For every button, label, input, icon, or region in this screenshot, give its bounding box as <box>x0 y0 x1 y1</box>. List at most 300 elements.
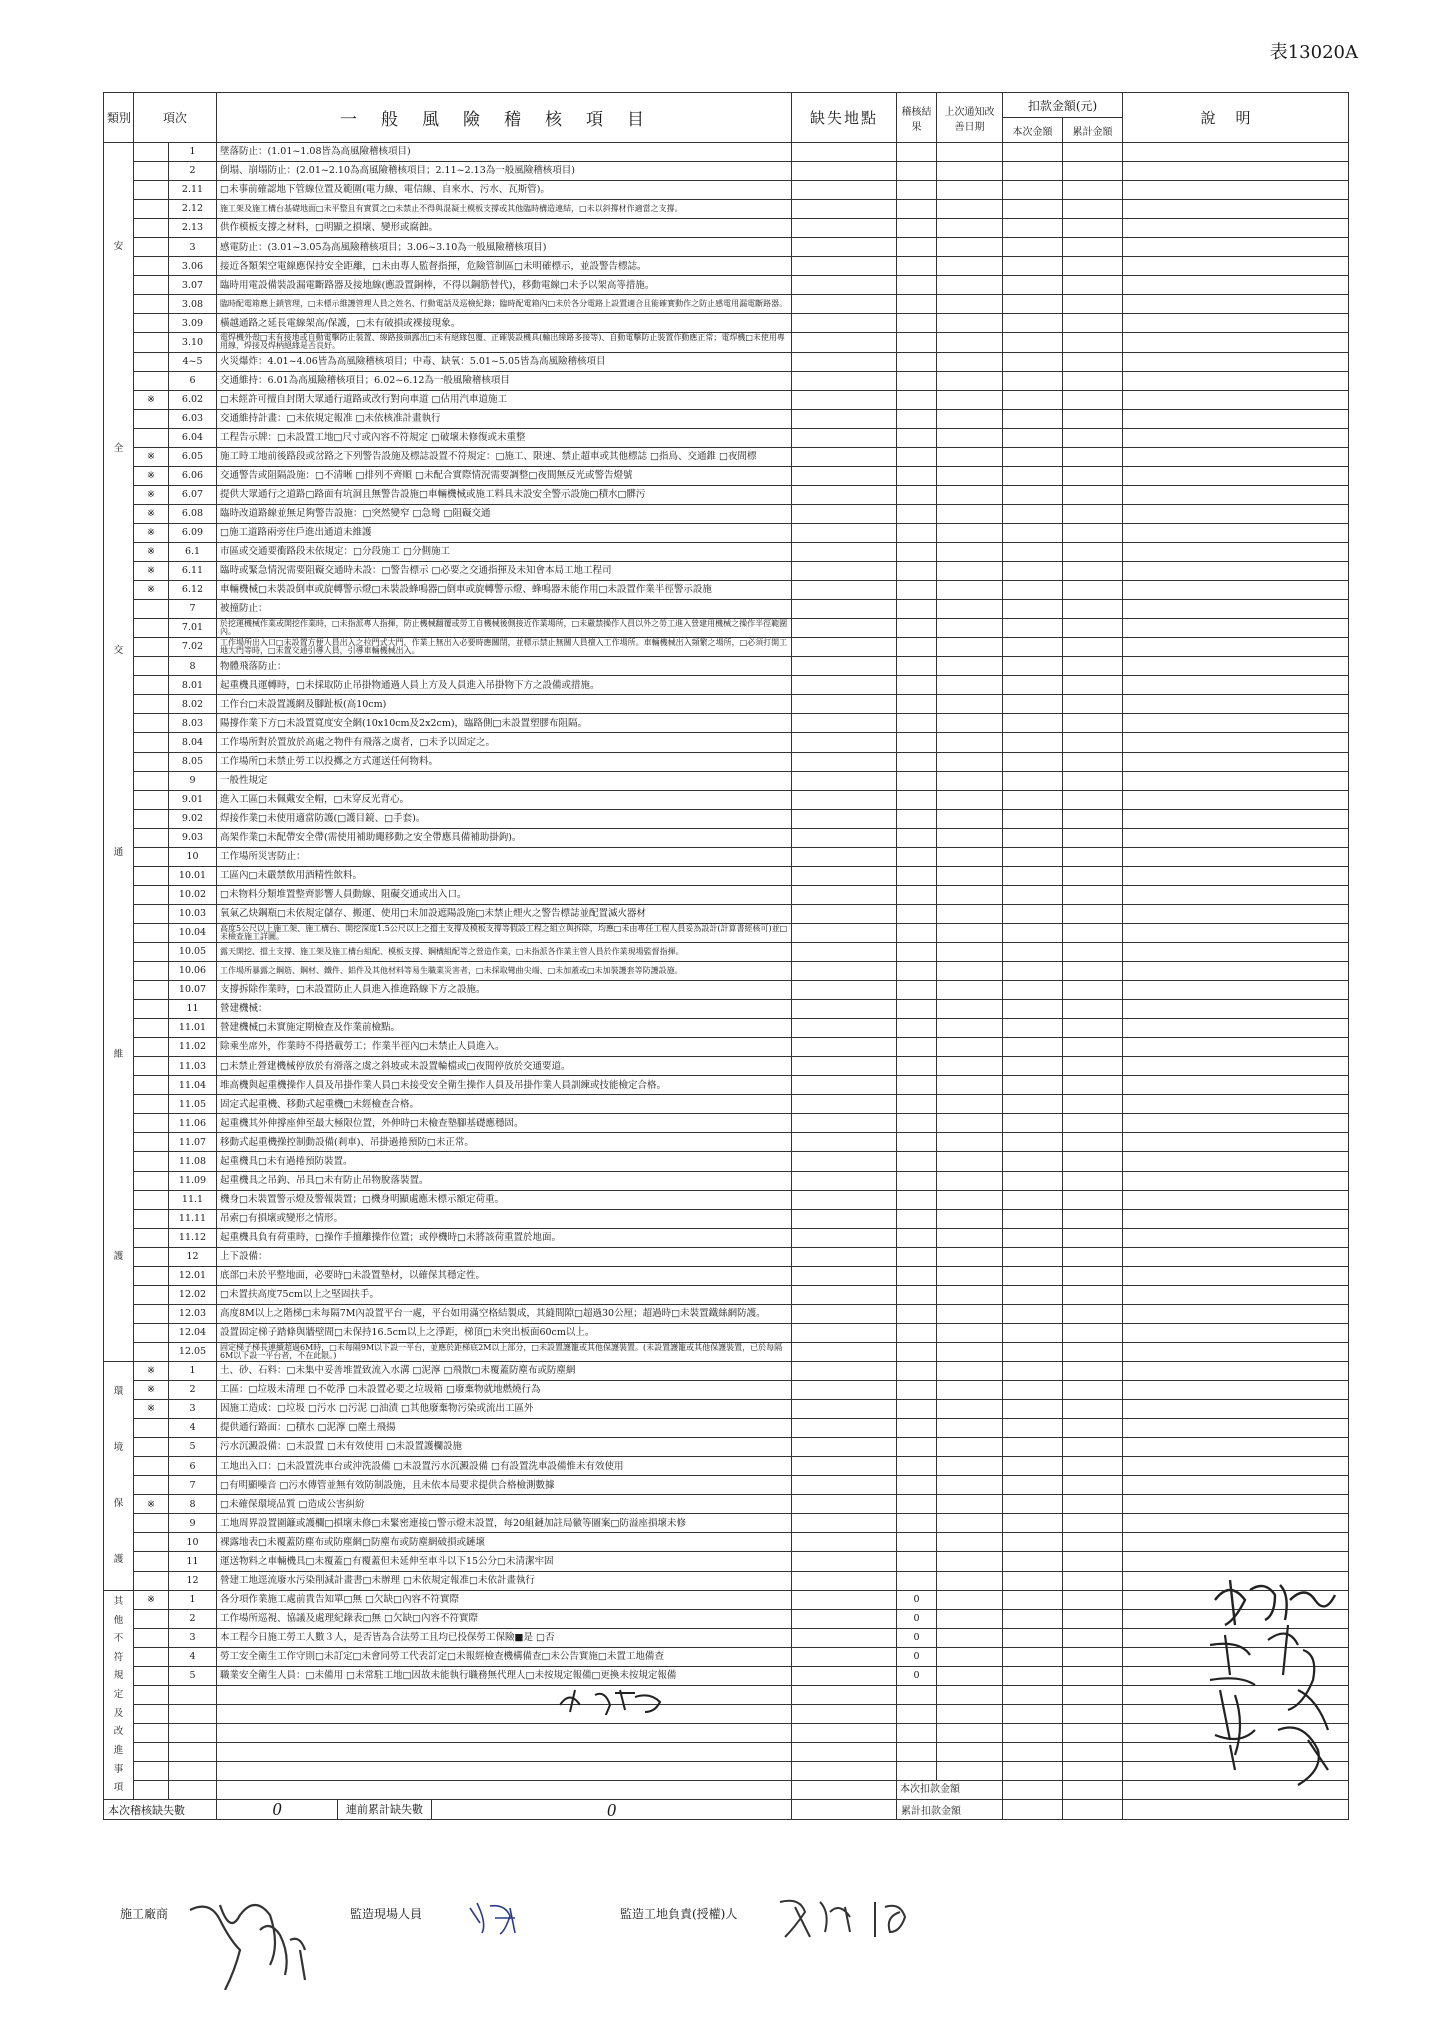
cum-amount-cell <box>1063 1381 1123 1400</box>
item-no-cell: 12.03 <box>169 1304 217 1323</box>
item-text-cell: 電焊機外殼□未有接地或自動電擊防止裝置、線路接頭露出□未有絕緣包覆、正確裝設機具(輸出線路多接等)、自動電擊防止裝置作動應正常；電焊機□未使用專用線，焊接及焊柄絕緣是否良好。 <box>217 333 792 352</box>
this-amount-cell <box>1003 295 1063 314</box>
last-notice-cell <box>937 562 1003 581</box>
cum-amount-cell <box>1063 923 1123 942</box>
last-notice-cell <box>937 1362 1003 1381</box>
result-cell <box>897 1362 937 1381</box>
table-row <box>104 828 1349 847</box>
mark-cell <box>134 257 169 276</box>
cum-amount-cell <box>1063 1342 1123 1361</box>
table-row <box>104 352 1349 371</box>
table-row <box>104 1704 1349 1723</box>
result-cell <box>897 885 937 904</box>
mark-cell <box>134 1781 169 1800</box>
cum-amount-cell <box>1063 1171 1123 1190</box>
last-notice-cell <box>937 1438 1003 1457</box>
remark-cell <box>1123 828 1349 847</box>
remark-cell <box>1123 1057 1349 1076</box>
this-amount-cell <box>1003 885 1063 904</box>
remark-cell <box>1123 409 1349 428</box>
header-item-no: 項次 <box>134 93 217 143</box>
item-text-cell: 運送物料之車輛機具□未覆蓋□有覆蓋但未延伸至車斗以下15公分□未清潔牢固 <box>217 1552 792 1571</box>
result-cell <box>897 314 937 333</box>
table-row <box>104 1057 1349 1076</box>
cum-amount-cell <box>1063 1552 1123 1571</box>
location-cell <box>792 1685 897 1704</box>
remark-cell <box>1123 1247 1349 1266</box>
item-no-cell: 8 <box>169 1495 217 1514</box>
mark-cell <box>134 371 169 390</box>
this-amount-cell <box>1003 162 1063 181</box>
item-text-cell: 工地出入口：□未設置洗車台或沖洗設備 □未設置污水沉澱設備 □有設置洗車設備惟未有效使用 <box>217 1457 792 1476</box>
mark-cell: ※ <box>134 466 169 485</box>
item-text-cell: 堆高機與起重機操作人員及吊掛作業人員□未接受安全衛生操作人員及吊掛作業人員訓練或技能檢定合格。 <box>217 1076 792 1095</box>
remark-cell <box>1123 657 1349 676</box>
location-cell <box>792 714 897 733</box>
location-cell <box>792 828 897 847</box>
result-cell <box>897 390 937 409</box>
table-row <box>104 1247 1349 1266</box>
item-text-cell: 營建機械： <box>217 1000 792 1019</box>
this-amount-cell <box>1003 1095 1063 1114</box>
this-amount-cell <box>1003 1114 1063 1133</box>
this-amount-cell <box>1003 1685 1063 1704</box>
item-no-cell: 10.03 <box>169 904 217 923</box>
category-char: 環 <box>113 1386 124 1398</box>
result-cell <box>897 447 937 466</box>
location-cell <box>792 847 897 866</box>
result-cell <box>897 1285 937 1304</box>
category-label <box>107 1592 130 1797</box>
location-cell <box>792 809 897 828</box>
item-no-cell: 10.07 <box>169 981 217 1000</box>
table-row <box>104 1495 1349 1514</box>
item-text-cell: 營建機械□未實施定期檢查及作業前檢點。 <box>217 1019 792 1038</box>
location-cell <box>792 1000 897 1019</box>
last-notice-cell <box>937 904 1003 923</box>
item-text-cell <box>217 1781 792 1800</box>
footer-cum-label: 連前累計缺失數 <box>337 1800 431 1819</box>
table-row <box>104 790 1349 809</box>
category-char: 境 <box>113 1442 124 1454</box>
location-cell <box>792 562 897 581</box>
this-amount-cell <box>1003 904 1063 923</box>
item-no-cell: 12.02 <box>169 1285 217 1304</box>
last-notice-cell <box>937 619 1003 638</box>
result-cell <box>897 1571 937 1590</box>
this-amount-cell <box>1003 409 1063 428</box>
last-notice-cell <box>937 1419 1003 1438</box>
item-text-cell: 氧氣乙炔鋼瓶□未依規定儲存、搬運、使用□未加設遮陽設施□未禁止煙火之警告標誌並配置滅火器材 <box>217 904 792 923</box>
result-cell <box>897 562 937 581</box>
item-no-cell: 12.01 <box>169 1266 217 1285</box>
mark-cell <box>134 1019 169 1038</box>
item-no-cell: 11.05 <box>169 1095 217 1114</box>
cum-amount-cell <box>1063 1076 1123 1095</box>
this-amount-cell <box>1003 1590 1063 1609</box>
mark-cell <box>134 962 169 981</box>
item-no-cell: 10.06 <box>169 962 217 981</box>
last-notice-cell <box>937 504 1003 523</box>
category-char: 事 <box>113 1763 124 1775</box>
cum-amount-cell <box>1063 504 1123 523</box>
this-amount-cell <box>1003 1304 1063 1323</box>
table-row <box>104 771 1349 790</box>
location-cell <box>792 295 897 314</box>
table-row <box>104 981 1349 1000</box>
this-deduction-label: 本次扣款金額 <box>897 1781 1003 1800</box>
result-cell <box>897 1228 937 1247</box>
location-cell <box>792 1514 897 1533</box>
cum-amount-cell <box>1063 542 1123 561</box>
mark-cell <box>134 181 169 200</box>
cum-amount-cell <box>1063 695 1123 714</box>
location-cell <box>792 1609 897 1628</box>
item-text-cell: 工作場所出入口□未設置方便人員出入之拉門式大門，作業上無出入必要時應關閉，並標示禁止無關人員擅入工作場所。車輛機械出入頻繁之場所，□必須打開工地大門等時，□未置交通引導人員，引導車輛機械出入。 <box>217 638 792 657</box>
table-row <box>104 1019 1349 1038</box>
result-cell <box>897 600 937 619</box>
this-amount-cell <box>1003 809 1063 828</box>
location-cell <box>792 1152 897 1171</box>
cum-amount-cell <box>1063 1133 1123 1152</box>
item-no-cell: 6 <box>169 371 217 390</box>
result-cell <box>897 1438 937 1457</box>
this-amount-cell <box>1003 1209 1063 1228</box>
location-cell <box>792 1666 897 1685</box>
item-no-cell: 9 <box>169 1514 217 1533</box>
this-amount-cell <box>1003 1019 1063 1038</box>
result-cell <box>897 295 937 314</box>
location-cell <box>792 1781 897 1800</box>
item-text-cell: 焊接作業□未使用適當防護(□護目鏡、□手套)。 <box>217 809 792 828</box>
cum-amount-cell <box>1063 314 1123 333</box>
remark-cell <box>1123 1476 1349 1495</box>
item-no-cell: 2 <box>169 162 217 181</box>
last-notice-cell <box>937 923 1003 942</box>
location-cell <box>792 1704 897 1723</box>
location-cell <box>792 352 897 371</box>
remark-cell <box>1123 733 1349 752</box>
mark-cell <box>134 809 169 828</box>
result-cell <box>897 695 937 714</box>
table-row <box>104 1304 1349 1323</box>
mark-cell <box>134 904 169 923</box>
location-cell <box>792 1419 897 1438</box>
cum-amount-cell <box>1063 828 1123 847</box>
this-amount-cell <box>1003 1190 1063 1209</box>
result-cell <box>897 619 937 638</box>
cum-amount-cell <box>1063 809 1123 828</box>
result-cell <box>897 1095 937 1114</box>
remark-cell <box>1123 981 1349 1000</box>
table-row <box>104 1190 1349 1209</box>
item-text-cell: 交通警告或阻隔設施：□不清晰 □排列不齊順 □未配合實際情況需要調整□夜間無反光或警告燈號 <box>217 466 792 485</box>
location-cell <box>792 371 897 390</box>
item-text-cell: 墜落防止：(1.01~1.08皆為高風險稽核項目) <box>217 143 792 162</box>
item-no-cell: 10 <box>169 847 217 866</box>
item-no-cell: 1 <box>169 143 217 162</box>
this-amount-cell <box>1003 200 1063 219</box>
table-row <box>104 1285 1349 1304</box>
mark-cell <box>134 1647 169 1666</box>
this-amount-cell <box>1003 790 1063 809</box>
item-text-cell: 支撐拆除作業時，□未設置防止人員進入推進路線下方之設施。 <box>217 981 792 1000</box>
remark-cell <box>1123 695 1349 714</box>
table-row <box>104 485 1349 504</box>
result-cell <box>897 923 937 942</box>
result-cell <box>897 1190 937 1209</box>
form-code: 表13020A <box>1269 42 1358 63</box>
remark-cell <box>1123 1171 1349 1190</box>
item-no-cell: 1 <box>169 1590 217 1609</box>
table-row <box>104 257 1349 276</box>
remark-cell <box>1123 1152 1349 1171</box>
this-amount-cell <box>1003 219 1063 238</box>
location-cell <box>792 1019 897 1038</box>
item-text-cell: 高架作業□未配帶安全帶(需使用補助繩移動之安全帶應具備補助掛鉤)。 <box>217 828 792 847</box>
cum-amount-cell <box>1063 276 1123 295</box>
last-notice-cell <box>937 1228 1003 1247</box>
last-notice-cell <box>937 1533 1003 1552</box>
mark-cell <box>134 923 169 942</box>
this-amount-cell <box>1003 828 1063 847</box>
category-char: 進 <box>113 1744 124 1756</box>
mark-cell <box>134 1152 169 1171</box>
last-notice-cell <box>937 1609 1003 1628</box>
this-amount-cell <box>1003 1742 1063 1761</box>
location-cell <box>792 143 897 162</box>
mark-cell <box>134 1419 169 1438</box>
item-no-cell: 6.1 <box>169 542 217 561</box>
location-cell <box>792 1438 897 1457</box>
item-text-cell: 固定式起重機、移動式起重機□未經檢查合格。 <box>217 1095 792 1114</box>
location-cell <box>792 333 897 352</box>
table-row <box>104 733 1349 752</box>
location-cell <box>792 1647 897 1666</box>
location-cell <box>792 523 897 542</box>
remark-cell <box>1123 295 1349 314</box>
location-cell <box>792 1362 897 1381</box>
item-no-cell: 9 <box>169 771 217 790</box>
cum-amount-cell <box>1063 447 1123 466</box>
category-cell <box>104 1362 134 1591</box>
item-no-cell: 3.10 <box>169 333 217 352</box>
last-notice-cell <box>937 1247 1003 1266</box>
location-cell <box>792 1742 897 1761</box>
category-label <box>107 1364 130 1588</box>
mark-cell <box>134 600 169 619</box>
result-cell <box>897 523 937 542</box>
cum-amount-cell <box>1063 1419 1123 1438</box>
result-cell <box>897 1133 937 1152</box>
mark-cell <box>134 295 169 314</box>
mark-cell <box>134 314 169 333</box>
category-char: 護 <box>113 1251 124 1263</box>
contractor-signature <box>180 1890 320 1990</box>
this-amount-cell <box>1003 638 1063 657</box>
mark-cell <box>134 1761 169 1780</box>
table-row <box>104 1476 1349 1495</box>
last-notice-cell <box>937 962 1003 981</box>
location-cell <box>792 181 897 200</box>
cum-amount-cell <box>1063 981 1123 1000</box>
item-text-cell: 市區或交通要衝路段未依規定：□分段施工 □分側施工 <box>217 542 792 561</box>
remark-cell <box>1123 1457 1349 1476</box>
last-notice-cell <box>937 1095 1003 1114</box>
mark-cell: ※ <box>134 1362 169 1381</box>
item-text-cell <box>217 1685 792 1704</box>
footer-missing-value: 0 <box>272 1799 282 1820</box>
item-text-cell: 工地周界設置圍籬或護欄□損壞未修□未緊密連接□警示燈未設置，每20組鏈加註局徽等圖案□防溢座損壞未修 <box>217 1514 792 1533</box>
mark-cell <box>134 1285 169 1304</box>
cum-amount-cell <box>1063 904 1123 923</box>
item-text-cell: 工區內□未嚴禁飲用酒精性飲料。 <box>217 866 792 885</box>
remark-cell <box>1123 466 1349 485</box>
location-cell <box>792 390 897 409</box>
item-text-cell: 除乘坐席外，作業時不得搭載勞工；作業半徑內□未禁止人員進入。 <box>217 1038 792 1057</box>
last-notice-cell <box>937 1552 1003 1571</box>
remark-cell <box>1123 352 1349 371</box>
location-cell <box>792 733 897 752</box>
last-notice-cell <box>937 752 1003 771</box>
remark-cell <box>1123 638 1349 657</box>
table-row <box>104 1438 1349 1457</box>
result-cell <box>897 1019 937 1038</box>
table-row <box>104 904 1349 923</box>
remark-cell <box>1123 1362 1349 1381</box>
item-text-cell <box>217 1704 792 1723</box>
location-cell <box>792 1266 897 1285</box>
remark-cell <box>1123 1019 1349 1038</box>
item-no-cell: 8.04 <box>169 733 217 752</box>
table-row <box>104 695 1349 714</box>
mark-cell <box>134 1742 169 1761</box>
cum-amount-cell <box>1063 219 1123 238</box>
item-text-cell: 高度8M以上之階梯□未每隔7M內設置平台一處，平台如用滿空格結製成，其縫間隙□超過30公厘；超過時□未裝置鐵絲網防護。 <box>217 1304 792 1323</box>
cum-amount-cell <box>1063 1038 1123 1057</box>
remark-cell <box>1123 581 1349 600</box>
this-amount-cell <box>1003 1228 1063 1247</box>
item-no-cell: 8.03 <box>169 714 217 733</box>
this-amount-cell <box>1003 581 1063 600</box>
last-notice-cell <box>937 1400 1003 1419</box>
item-no-cell: 9.03 <box>169 828 217 847</box>
location-cell <box>792 1342 897 1361</box>
result-cell <box>897 143 937 162</box>
table-row <box>104 295 1349 314</box>
cum-amount-cell <box>1063 1514 1123 1533</box>
result-cell <box>897 1495 937 1514</box>
item-no-cell: 11 <box>169 1000 217 1019</box>
result-cell <box>897 1761 937 1780</box>
location-cell <box>792 1590 897 1609</box>
item-no-cell: 9.01 <box>169 790 217 809</box>
item-text-cell: 吊索□有損壞或變形之情形。 <box>217 1209 792 1228</box>
result-cell <box>897 1342 937 1361</box>
table-row <box>104 1533 1349 1552</box>
table-row <box>104 428 1349 447</box>
category-char: 護 <box>113 1554 124 1566</box>
result-cell: 0 <box>897 1609 937 1628</box>
remark-cell <box>1123 619 1349 638</box>
item-text-cell: □未禁止營建機械停放於有滑落之虞之斜坡或未設置輪檔或□夜間停放於交通要道。 <box>217 1057 792 1076</box>
chief-signature <box>775 1892 925 1942</box>
this-amount-cell <box>1003 1647 1063 1666</box>
item-text-cell: □有明顯噪音 □污水傳管並無有效防制設施，且未依本局要求提供合格檢測數據 <box>217 1476 792 1495</box>
cum-amount-cell <box>1063 371 1123 390</box>
result-cell <box>897 714 937 733</box>
item-text-cell: 起重機具□未有過捲預防裝置。 <box>217 1152 792 1171</box>
inspector-signature-3 <box>1258 1620 1338 1790</box>
item-no-cell: 8.05 <box>169 752 217 771</box>
location-cell <box>792 504 897 523</box>
table-row <box>104 1761 1349 1780</box>
remark-cell <box>1123 162 1349 181</box>
this-amount-cell <box>1003 1495 1063 1514</box>
cum-amount-cell <box>1063 1704 1123 1723</box>
remark-cell <box>1123 428 1349 447</box>
item-no-cell: 5 <box>169 1666 217 1685</box>
table-row <box>104 809 1349 828</box>
location-cell <box>792 1095 897 1114</box>
result-cell <box>897 276 937 295</box>
cum-amount-cell <box>1063 847 1123 866</box>
item-text-cell: 工作場所對於置放於高處之物件有飛落之虞者，□未予以固定之。 <box>217 733 792 752</box>
last-notice-cell <box>937 1114 1003 1133</box>
cum-amount-cell <box>1063 1323 1123 1342</box>
table-row <box>104 200 1349 219</box>
location-cell <box>792 1761 897 1780</box>
table-row <box>104 1171 1349 1190</box>
remark-cell <box>1123 885 1349 904</box>
location-cell <box>792 409 897 428</box>
this-amount-cell <box>1003 1152 1063 1171</box>
location-cell <box>792 771 897 790</box>
table-row <box>104 885 1349 904</box>
mark-cell <box>134 1247 169 1266</box>
result-cell <box>897 1381 937 1400</box>
mark-cell <box>134 714 169 733</box>
result-cell <box>897 1533 937 1552</box>
table-row <box>104 371 1349 390</box>
table-row <box>104 600 1349 619</box>
table-row <box>104 466 1349 485</box>
this-amount-cell <box>1003 428 1063 447</box>
location-cell <box>792 1228 897 1247</box>
last-notice-cell <box>937 733 1003 752</box>
result-cell <box>897 904 937 923</box>
item-no-cell: 10.01 <box>169 866 217 885</box>
location-cell <box>792 447 897 466</box>
item-text-cell: 土、砂、石料：□未集中妥善堆置致流入水溝 □泥濘 □飛散□未覆蓋防塵布或防塵網 <box>217 1362 792 1381</box>
table-row <box>104 619 1349 638</box>
cum-amount-cell <box>1063 390 1123 409</box>
cum-amount-cell <box>1063 1400 1123 1419</box>
header-this-amount: 本次金額 <box>1003 118 1063 143</box>
remark-cell <box>1123 485 1349 504</box>
location-cell <box>792 162 897 181</box>
mark-cell <box>134 333 169 352</box>
location-cell <box>792 1571 897 1590</box>
item-no-cell <box>169 1685 217 1704</box>
remark-cell <box>1123 1495 1349 1514</box>
location-cell <box>792 314 897 333</box>
location-cell <box>792 581 897 600</box>
last-notice-cell <box>937 542 1003 561</box>
category-cell <box>104 143 134 1362</box>
item-no-cell: 6.09 <box>169 523 217 542</box>
cum-amount-cell <box>1063 1228 1123 1247</box>
